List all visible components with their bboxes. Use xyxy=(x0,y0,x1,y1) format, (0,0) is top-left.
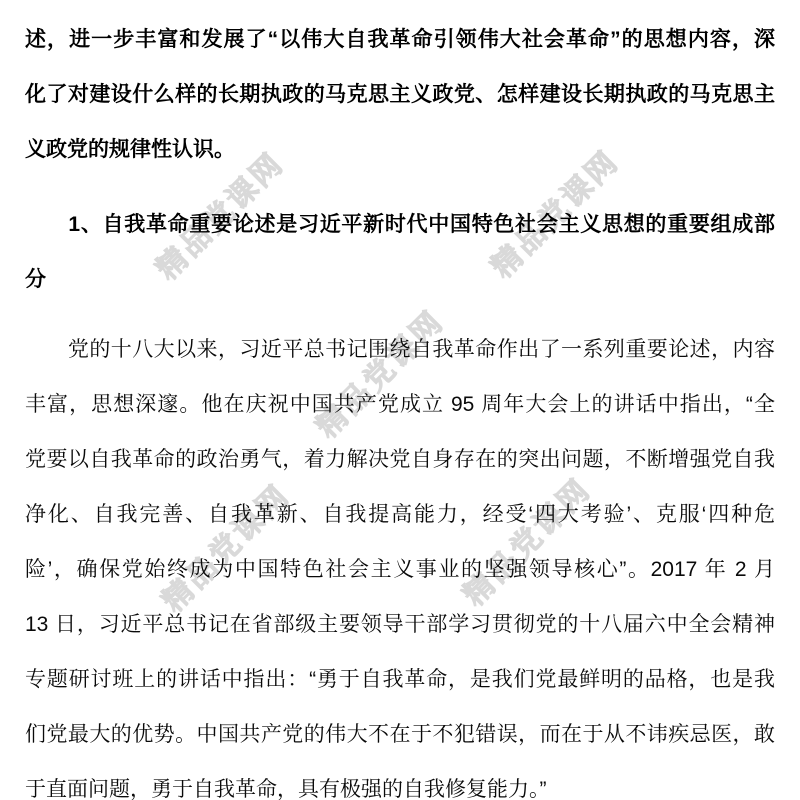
body-paragraph xyxy=(25,322,775,800)
text-line: 专题研讨班上的讲话中指出：“勇于自我革命，是我们党最鲜明的品格，也是我 xyxy=(25,668,775,691)
text-line: 1、自我革命重要论述是习近平新时代中国特色社会主义思想的重要组成部 xyxy=(25,213,775,236)
watermark-text: 精品党课网 xyxy=(457,472,598,613)
text-line: 述，进一步丰富和发展了“以伟大自我革命引领伟大社会革命”的思想内容，深 xyxy=(25,28,775,51)
text-line: 党的十八大以来，习近平总书记围绕自我革命作出了一系列重要论述，内容 xyxy=(25,338,775,361)
watermark-text: 精品党课网 xyxy=(150,146,291,287)
section-heading xyxy=(25,197,775,307)
watermark-text: 精品党课网 xyxy=(156,478,297,619)
intro-paragraph xyxy=(25,12,775,177)
watermark-text: 精品党课网 xyxy=(485,144,626,285)
text-line: 分 xyxy=(25,268,46,291)
text-line: 党要以自我革命的政治勇气，着力解决党自身存在的突出问题，不断增强党自我 xyxy=(25,448,775,471)
text-line: 13 日，习近平总书记在省部级主要领导干部学习贯彻党的十八届六中全会精神 xyxy=(25,613,775,636)
text-line: 于直面问题，勇于自我革命，具有极强的自我修复能力。” xyxy=(25,778,547,800)
text-line: 化了对建设什么样的长期执政的马克思主义政党、怎样建设长期执政的马克思主 xyxy=(25,83,775,106)
text-line: 们党最大的优势。中国共产党的伟大不在于不犯错误，而在于从不讳疾忌医，敢 xyxy=(25,723,775,746)
text-line: 丰富，思想深邃。他在庆祝中国共产党成立 95 周年大会上的讲话中指出，“全 xyxy=(25,393,775,416)
text-line: 险’，确保党始终成为中国特色社会主义事业的坚强领导核心”。2017 年 2 月 xyxy=(25,558,775,581)
watermark-text: 精品党课网 xyxy=(310,304,451,445)
text-line: 净化、自我完善、自我革新、自我提高能力，经受‘四大考验’、克服‘四种危 xyxy=(25,503,775,526)
text-line: 义政党的规律性认识。 xyxy=(25,138,235,161)
